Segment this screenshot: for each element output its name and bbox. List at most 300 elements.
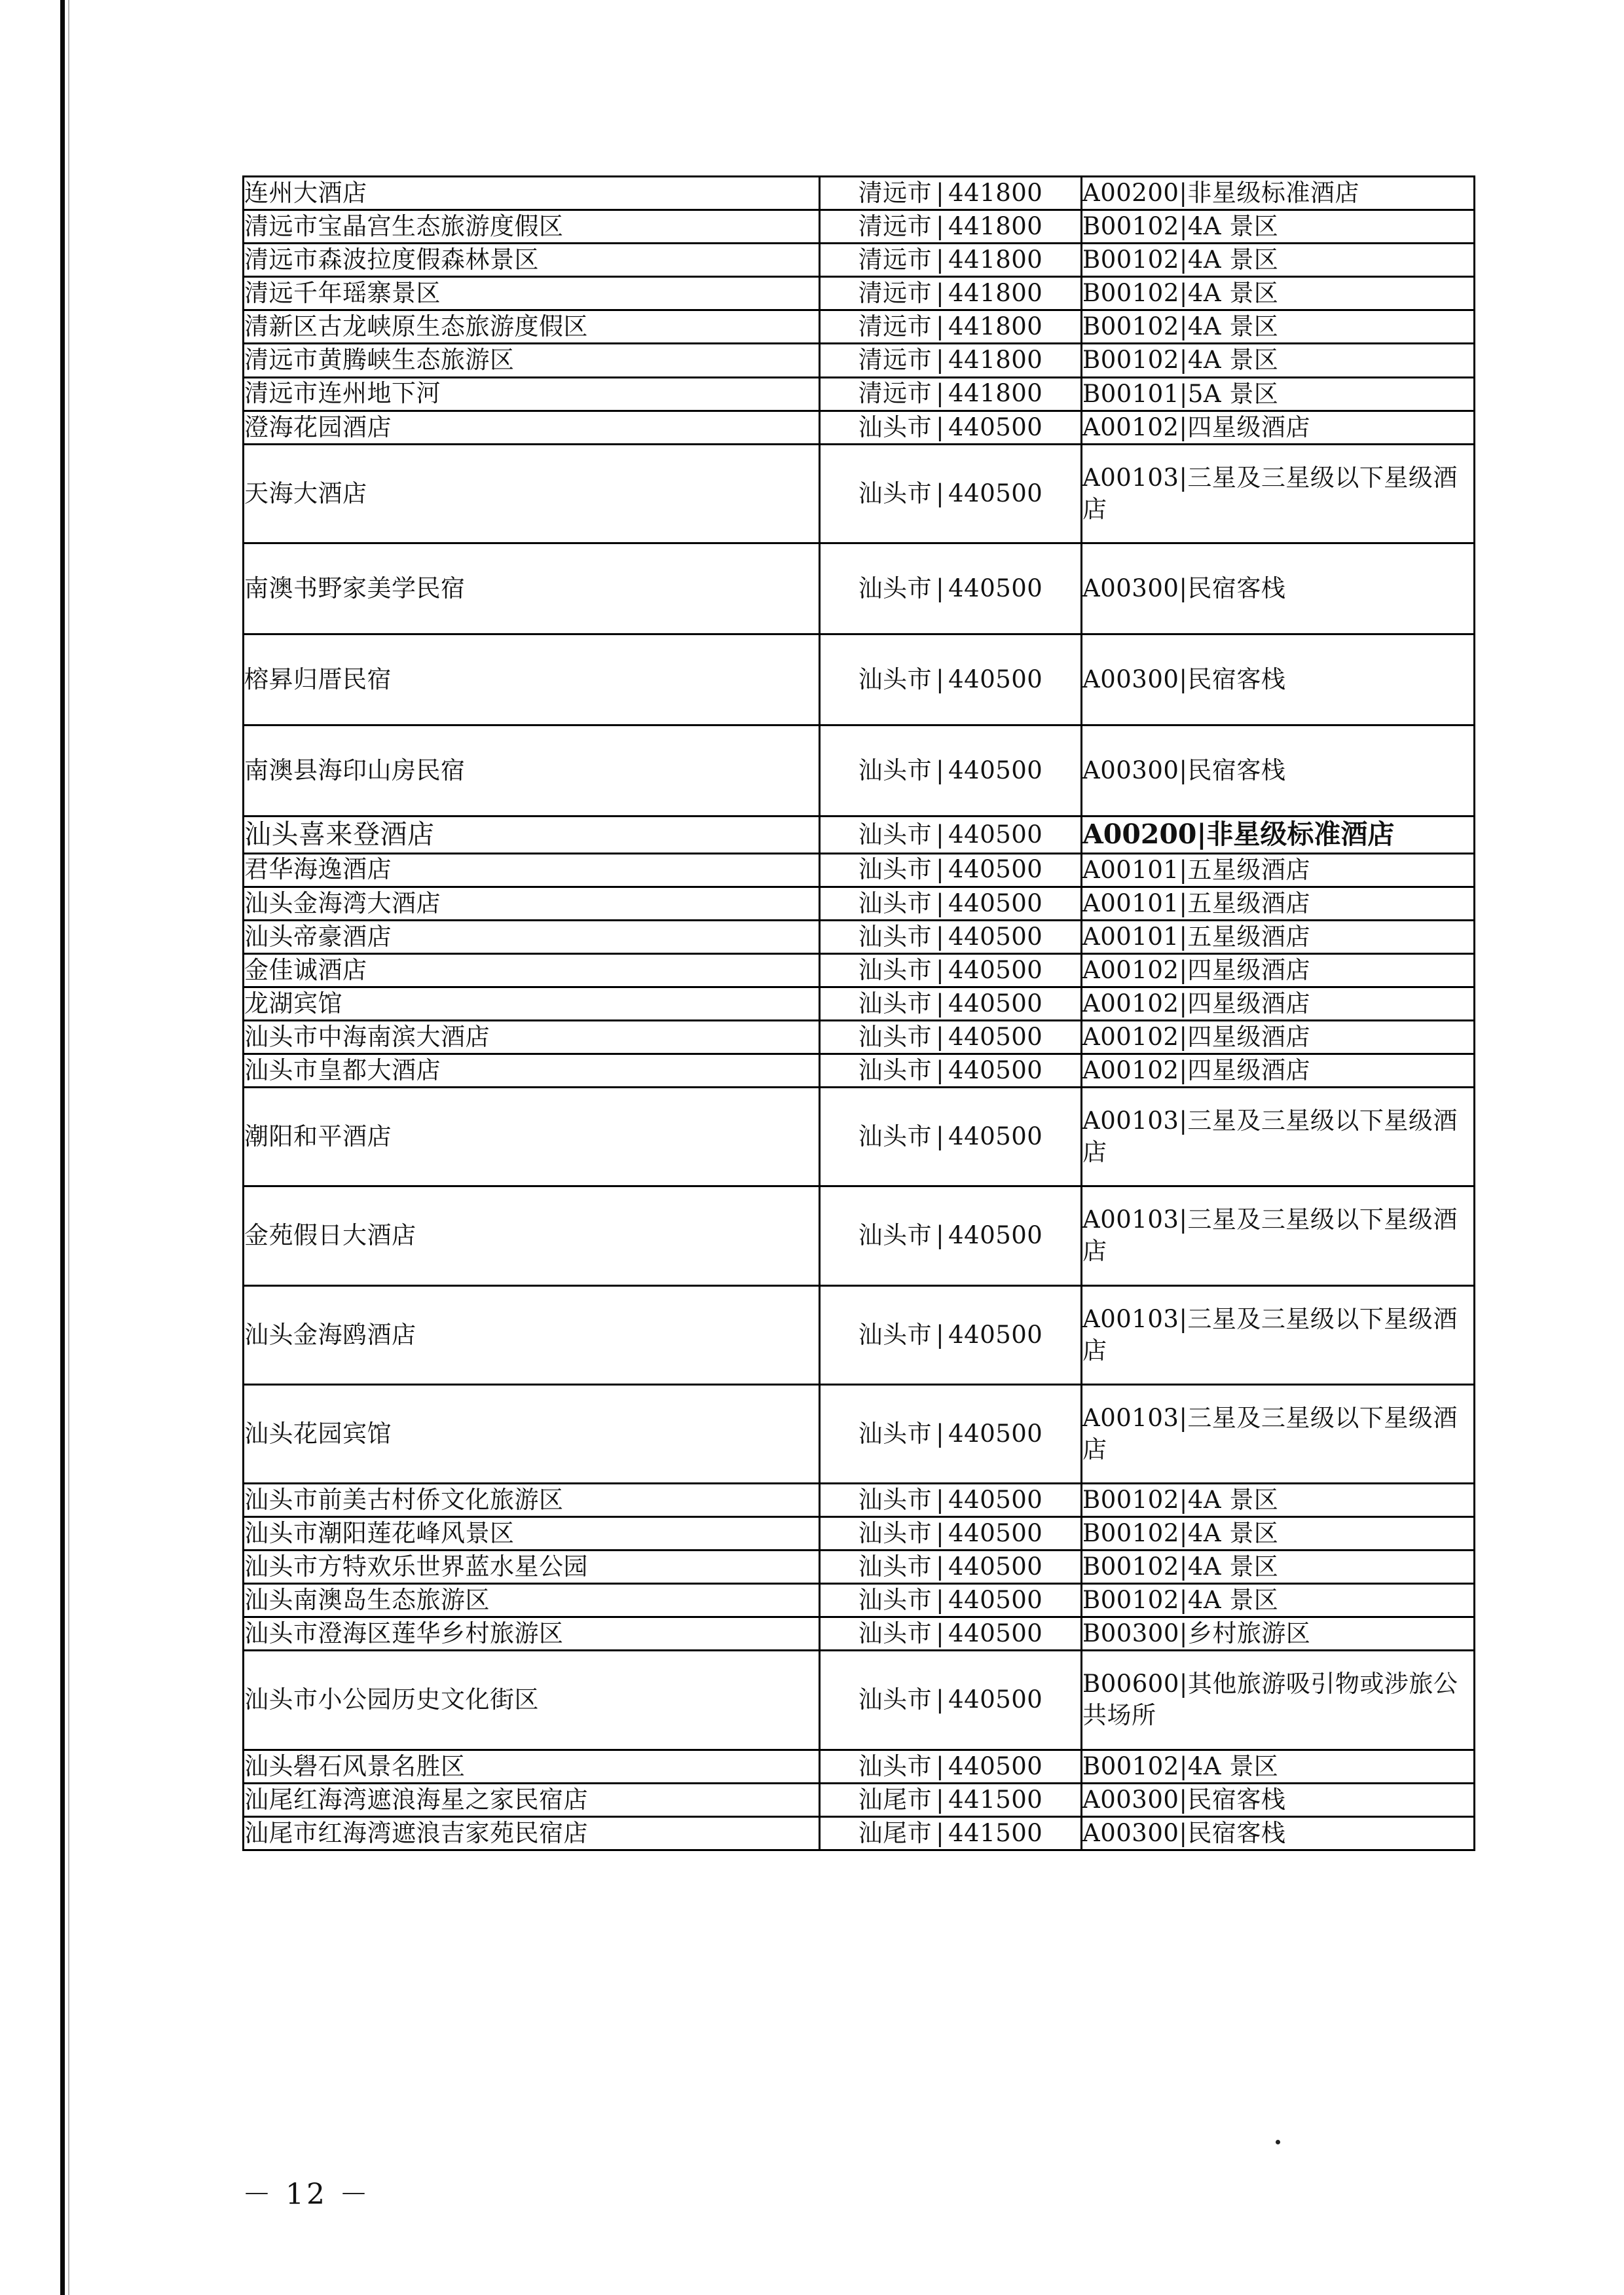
field-separator: | xyxy=(1179,1619,1188,1648)
category-code: A00103 xyxy=(1082,1304,1179,1333)
field-separator: | xyxy=(936,665,945,693)
category-label: 民宿客栈 xyxy=(1187,665,1286,694)
category-label: 4A 景区 xyxy=(1187,1752,1279,1780)
cell-entity-name: 汕头金海鸥酒店 xyxy=(244,1285,820,1384)
category-code: A00102 xyxy=(1082,1022,1179,1051)
field-separator: | xyxy=(1179,989,1188,1018)
cell-entity-name: 清远市连州地下河 xyxy=(244,377,820,411)
city-name: 汕头市 xyxy=(858,1320,932,1349)
category-label: 五星级酒店 xyxy=(1187,855,1310,884)
field-separator: | xyxy=(1179,1304,1188,1333)
cell-entity-name: 汕头南澳岛生态旅游区 xyxy=(244,1584,820,1617)
cell-city-code xyxy=(820,1816,1082,1850)
cell-city-code xyxy=(820,887,1082,920)
city-name: 汕头市 xyxy=(858,665,932,693)
table-row xyxy=(244,1551,1475,1584)
category-label: 三星及三星级以下星级酒店 xyxy=(1082,1304,1458,1365)
city-name: 清远市 xyxy=(858,246,932,274)
cell-city-code xyxy=(820,277,1082,310)
cell-entity-name: 汕头市前美古村侨文化旅游区 xyxy=(244,1483,820,1516)
listing-table xyxy=(242,175,1475,1851)
field-separator: | xyxy=(1179,1403,1188,1432)
field-separator: | xyxy=(936,820,945,849)
table-row xyxy=(244,920,1475,953)
field-separator: | xyxy=(1179,1552,1188,1581)
table-row xyxy=(244,1384,1475,1483)
category-label: 三星及三星级以下星级酒店 xyxy=(1082,1107,1458,1167)
category-label: 民宿客栈 xyxy=(1187,756,1286,785)
cell-city-code xyxy=(820,1617,1082,1651)
cell-category-code xyxy=(1082,1483,1475,1516)
city-name: 清远市 xyxy=(858,346,932,375)
category-label: 四星级酒店 xyxy=(1187,989,1310,1018)
field-separator: | xyxy=(936,1320,945,1349)
field-separator: | xyxy=(936,346,945,375)
field-separator: | xyxy=(936,178,945,207)
cell-entity-name: 清远千年瑶寨景区 xyxy=(244,277,820,310)
cell-category-code xyxy=(1082,725,1475,817)
cell-city-code xyxy=(820,543,1082,634)
category-label: 4A 景区 xyxy=(1187,1485,1279,1514)
region-code: 441800 xyxy=(948,246,1043,274)
cell-entity-name: 天海大酒店 xyxy=(244,444,820,543)
cell-city-code xyxy=(820,444,1082,543)
table-row xyxy=(244,1816,1475,1850)
listing-table-body xyxy=(244,177,1475,1850)
field-separator: | xyxy=(936,212,945,241)
cell-city-code xyxy=(820,1651,1082,1750)
region-code: 440500 xyxy=(948,1619,1043,1648)
field-separator: | xyxy=(936,1752,945,1780)
field-separator: | xyxy=(936,855,945,884)
region-code: 440500 xyxy=(948,889,1043,917)
category-label: 4A 景区 xyxy=(1187,1519,1279,1548)
cell-city-code xyxy=(820,1517,1082,1551)
category-code: A00300 xyxy=(1082,1785,1179,1814)
cell-category-code xyxy=(1082,1551,1475,1584)
city-name: 汕头市 xyxy=(858,1518,932,1547)
field-separator: | xyxy=(936,379,945,408)
category-label: 四星级酒店 xyxy=(1187,1022,1310,1051)
field-separator: | xyxy=(936,312,945,341)
cell-category-code xyxy=(1082,1186,1475,1285)
cell-category-code xyxy=(1082,444,1475,543)
city-name: 清远市 xyxy=(858,312,932,341)
category-code: B00102 xyxy=(1082,212,1179,241)
field-separator: | xyxy=(936,1221,945,1250)
cell-city-code xyxy=(820,310,1082,344)
category-label: 4A 景区 xyxy=(1187,1586,1279,1615)
table-row xyxy=(244,1651,1475,1750)
cell-category-code xyxy=(1082,987,1475,1020)
field-separator: | xyxy=(936,1818,945,1847)
cell-entity-name: 汕尾市红海湾遮浪吉家苑民宿店 xyxy=(244,1816,820,1850)
field-separator: | xyxy=(1179,279,1188,308)
category-code: B00102 xyxy=(1082,1485,1179,1514)
table-row xyxy=(244,244,1475,277)
field-separator: | xyxy=(1179,463,1188,492)
field-separator: | xyxy=(936,1419,945,1448)
region-code: 440500 xyxy=(948,1320,1043,1349)
field-separator: | xyxy=(1179,1519,1188,1548)
city-name: 清远市 xyxy=(858,212,932,241)
field-separator: | xyxy=(936,279,945,308)
region-code: 440500 xyxy=(948,1485,1043,1514)
field-separator: | xyxy=(1179,574,1188,602)
city-name: 汕头市 xyxy=(858,574,932,602)
cell-city-code xyxy=(820,1584,1082,1617)
cell-entity-name: 汕头市皇都大酒店 xyxy=(244,1054,820,1088)
cell-category-code xyxy=(1082,1750,1475,1783)
region-code: 441800 xyxy=(948,312,1043,341)
cell-category-code xyxy=(1082,1088,1475,1186)
field-separator: | xyxy=(936,922,945,951)
category-label: 民宿客栈 xyxy=(1187,574,1286,602)
category-label: 5A 景区 xyxy=(1187,379,1279,408)
cell-category-code xyxy=(1082,377,1475,411)
category-code: A00103 xyxy=(1082,1403,1179,1432)
cell-category-code xyxy=(1082,1783,1475,1816)
category-label: 4A 景区 xyxy=(1187,212,1279,241)
region-code: 440500 xyxy=(948,1022,1043,1051)
cell-city-code xyxy=(820,377,1082,411)
region-code: 440500 xyxy=(948,922,1043,951)
field-separator: | xyxy=(1179,1785,1188,1814)
region-code: 440500 xyxy=(948,1122,1043,1151)
field-separator: | xyxy=(936,1785,945,1814)
field-separator: | xyxy=(936,1619,945,1648)
category-code: B00102 xyxy=(1082,246,1179,274)
table-row xyxy=(244,310,1475,344)
cell-entity-name: 清新区古龙峡原生态旅游度假区 xyxy=(244,310,820,344)
cell-category-code xyxy=(1082,1517,1475,1551)
cell-city-code xyxy=(820,344,1082,377)
cell-city-code xyxy=(820,1020,1082,1054)
field-separator: | xyxy=(1179,1205,1188,1234)
table-row xyxy=(244,953,1475,987)
cell-category-code xyxy=(1082,1285,1475,1384)
city-name: 汕头市 xyxy=(858,1056,932,1084)
cell-category-code xyxy=(1082,344,1475,377)
cell-entity-name: 南澳县海印山房民宿 xyxy=(244,725,820,817)
field-separator: | xyxy=(1179,212,1188,241)
field-separator: | xyxy=(1179,1107,1188,1135)
cell-category-code xyxy=(1082,920,1475,953)
city-name: 汕头市 xyxy=(858,955,932,984)
field-separator: | xyxy=(936,246,945,274)
city-name: 汕头市 xyxy=(858,1619,932,1648)
cell-category-code xyxy=(1082,817,1475,853)
field-separator: | xyxy=(1179,955,1188,984)
field-separator: | xyxy=(1179,756,1188,785)
category-code: B00102 xyxy=(1082,312,1179,341)
category-code: A00103 xyxy=(1082,1205,1179,1234)
cell-entity-name: 君华海逸酒店 xyxy=(244,853,820,887)
cell-category-code xyxy=(1082,1617,1475,1651)
field-separator: | xyxy=(936,1552,945,1581)
field-separator: | xyxy=(936,889,945,917)
field-separator: | xyxy=(1179,1022,1188,1051)
field-separator: | xyxy=(1179,922,1188,951)
field-separator: | xyxy=(936,1122,945,1151)
cell-category-code xyxy=(1082,310,1475,344)
region-code: 440500 xyxy=(948,1419,1043,1448)
cell-entity-name: 汕头市潮阳莲花峰风景区 xyxy=(244,1517,820,1551)
field-separator: | xyxy=(1179,379,1188,408)
category-code: B00102 xyxy=(1082,1552,1179,1581)
region-code: 440500 xyxy=(948,479,1043,507)
table-row xyxy=(244,1483,1475,1516)
city-name: 汕头市 xyxy=(858,855,932,884)
category-label: 五星级酒店 xyxy=(1187,922,1310,951)
category-label: 民宿客栈 xyxy=(1187,1818,1286,1847)
cell-city-code xyxy=(820,244,1082,277)
field-separator: | xyxy=(1179,179,1188,207)
city-name: 汕头市 xyxy=(858,1419,932,1448)
field-separator: | xyxy=(936,955,945,984)
cell-category-code xyxy=(1082,411,1475,444)
cell-city-code xyxy=(820,1483,1082,1516)
cell-city-code xyxy=(820,953,1082,987)
region-code: 440500 xyxy=(948,1752,1043,1780)
category-label: 4A 景区 xyxy=(1187,312,1279,341)
region-code: 440500 xyxy=(948,1518,1043,1547)
cell-entity-name: 汕头帝豪酒店 xyxy=(244,920,820,953)
table-row xyxy=(244,853,1475,887)
cell-entity-name: 清远市黄腾峡生态旅游区 xyxy=(244,344,820,377)
cell-entity-name: 汕头市中海南滨大酒店 xyxy=(244,1020,820,1054)
city-name: 汕头市 xyxy=(858,1221,932,1250)
city-name: 汕头市 xyxy=(858,922,932,951)
region-code: 440500 xyxy=(948,756,1043,785)
field-separator: | xyxy=(1179,855,1188,884)
category-code: B00102 xyxy=(1082,1586,1179,1615)
field-separator: | xyxy=(936,1022,945,1051)
region-code: 440500 xyxy=(948,820,1043,849)
category-label: 其他旅游吸引物或涉旅公共场所 xyxy=(1082,1670,1458,1730)
cell-entity-name: 澄海花园酒店 xyxy=(244,411,820,444)
cell-city-code xyxy=(820,725,1082,817)
cell-category-code xyxy=(1082,1584,1475,1617)
city-name: 汕头市 xyxy=(858,1122,932,1151)
field-separator: | xyxy=(1179,246,1188,274)
cell-entity-name: 榕昪归厝民宿 xyxy=(244,634,820,725)
category-code: A00102 xyxy=(1082,1056,1179,1085)
field-separator: | xyxy=(936,756,945,785)
cell-category-code xyxy=(1082,244,1475,277)
cell-category-code xyxy=(1082,277,1475,310)
table-row xyxy=(244,411,1475,444)
category-label: 4A 景区 xyxy=(1187,1552,1279,1581)
field-separator: | xyxy=(1179,1752,1188,1780)
cell-city-code xyxy=(820,1783,1082,1816)
region-code: 440500 xyxy=(948,413,1043,441)
city-name: 汕头市 xyxy=(858,1552,932,1581)
cell-category-code xyxy=(1082,887,1475,920)
region-code: 441800 xyxy=(948,346,1043,375)
cell-city-code xyxy=(820,1750,1082,1783)
cell-category-code xyxy=(1082,1816,1475,1850)
city-name: 汕头市 xyxy=(858,889,932,917)
category-code: A00200 xyxy=(1082,818,1197,851)
category-label: 四星级酒店 xyxy=(1187,955,1310,984)
cell-category-code xyxy=(1082,177,1475,210)
cell-city-code xyxy=(820,1384,1082,1483)
page-number: － 12 － xyxy=(242,2178,371,2211)
category-label: 三星及三星级以下星级酒店 xyxy=(1082,463,1458,523)
cell-city-code xyxy=(820,987,1082,1020)
region-code: 440500 xyxy=(948,1056,1043,1084)
table-row xyxy=(244,543,1475,634)
region-code: 441800 xyxy=(948,279,1043,308)
field-separator: | xyxy=(1179,1818,1188,1847)
table-row xyxy=(244,987,1475,1020)
field-separator: | xyxy=(1179,665,1188,694)
table-row xyxy=(244,1617,1475,1651)
cell-entity-name: 南澳书野家美学民宿 xyxy=(244,543,820,634)
city-name: 汕头市 xyxy=(858,1586,932,1615)
field-separator: | xyxy=(936,413,945,441)
table-row xyxy=(244,1020,1475,1054)
field-separator: | xyxy=(1179,1670,1188,1698)
cell-category-code xyxy=(1082,853,1475,887)
cell-entity-name: 汕头市方特欢乐世界蓝水星公园 xyxy=(244,1551,820,1584)
city-name: 清远市 xyxy=(858,279,932,308)
category-code: B00300 xyxy=(1082,1619,1179,1648)
cell-entity-name: 清远市森波拉度假森林景区 xyxy=(244,244,820,277)
region-code: 440500 xyxy=(948,855,1043,884)
table-row xyxy=(244,177,1475,210)
region-code: 441800 xyxy=(948,212,1043,241)
field-separator: | xyxy=(1196,818,1207,851)
field-separator: | xyxy=(936,479,945,507)
field-separator: | xyxy=(936,1586,945,1615)
city-name: 汕头市 xyxy=(858,1022,932,1051)
cell-city-code xyxy=(820,920,1082,953)
city-name: 汕尾市 xyxy=(858,1818,932,1847)
cell-city-code xyxy=(820,853,1082,887)
city-name: 汕头市 xyxy=(858,756,932,785)
field-separator: | xyxy=(936,1518,945,1547)
category-label: 三星及三星级以下星级酒店 xyxy=(1082,1205,1458,1266)
table-row xyxy=(244,277,1475,310)
category-label: 非星级标准酒店 xyxy=(1206,818,1395,851)
category-code: A00101 xyxy=(1082,855,1179,884)
cell-city-code xyxy=(820,817,1082,853)
cell-entity-name: 汕尾红海湾遮浪海星之家民宿店 xyxy=(244,1783,820,1816)
field-separator: | xyxy=(936,574,945,602)
category-label: 4A 景区 xyxy=(1187,346,1279,375)
table-row xyxy=(244,1783,1475,1816)
cell-category-code xyxy=(1082,543,1475,634)
city-name: 汕头市 xyxy=(858,413,932,441)
category-label: 三星及三星级以下星级酒店 xyxy=(1082,1403,1458,1463)
cell-entity-name: 金苑假日大酒店 xyxy=(244,1186,820,1285)
city-name: 汕头市 xyxy=(858,989,932,1018)
table-row xyxy=(244,1750,1475,1783)
region-code: 440500 xyxy=(948,989,1043,1018)
city-name: 清远市 xyxy=(858,178,932,207)
category-label: 四星级酒店 xyxy=(1187,1056,1310,1085)
city-name: 汕头市 xyxy=(858,1485,932,1514)
category-code: A00200 xyxy=(1082,179,1179,207)
cell-category-code xyxy=(1082,1054,1475,1088)
table-row xyxy=(244,634,1475,725)
cell-entity-name: 汕头市小公园历史文化街区 xyxy=(244,1651,820,1750)
table-row xyxy=(244,1517,1475,1551)
category-code: A00102 xyxy=(1082,955,1179,984)
cell-city-code xyxy=(820,1088,1082,1186)
field-separator: | xyxy=(1179,1586,1188,1615)
table-row xyxy=(244,344,1475,377)
city-name: 汕头市 xyxy=(858,479,932,507)
category-code: B00101 xyxy=(1082,379,1179,408)
cell-category-code xyxy=(1082,1020,1475,1054)
cell-city-code xyxy=(820,1551,1082,1584)
field-separator: | xyxy=(936,1056,945,1084)
category-label: 4A 景区 xyxy=(1187,246,1279,274)
city-name: 清远市 xyxy=(858,379,932,408)
region-code: 440500 xyxy=(948,1586,1043,1615)
region-code: 440500 xyxy=(948,1221,1043,1250)
cell-city-code xyxy=(820,1186,1082,1285)
table-row xyxy=(244,725,1475,817)
cell-category-code xyxy=(1082,1384,1475,1483)
region-code: 440500 xyxy=(948,574,1043,602)
table-row xyxy=(244,210,1475,244)
category-label: 五星级酒店 xyxy=(1187,889,1310,917)
category-code: B00102 xyxy=(1082,346,1179,375)
category-label: 民宿客栈 xyxy=(1187,1785,1286,1814)
region-code: 440500 xyxy=(948,1552,1043,1581)
region-code: 441800 xyxy=(948,178,1043,207)
category-code: B00600 xyxy=(1082,1670,1179,1698)
cell-entity-name: 龙湖宾馆 xyxy=(244,987,820,1020)
table-row xyxy=(244,444,1475,543)
region-code: 440500 xyxy=(948,955,1043,984)
table-row xyxy=(244,1088,1475,1186)
city-name: 汕头市 xyxy=(858,820,932,849)
category-label: 非星级标准酒店 xyxy=(1187,179,1359,207)
cell-entity-name: 清远市宝晶宫生态旅游度假区 xyxy=(244,210,820,244)
category-label: 四星级酒店 xyxy=(1187,413,1310,441)
cell-entity-name: 汕头喜来登酒店 xyxy=(244,817,820,853)
cell-entity-name: 汕头市澄海区莲华乡村旅游区 xyxy=(244,1617,820,1651)
cell-city-code xyxy=(820,1285,1082,1384)
field-separator: | xyxy=(1179,312,1188,341)
category-code: B00102 xyxy=(1082,1519,1179,1548)
cell-category-code xyxy=(1082,210,1475,244)
table-row xyxy=(244,1186,1475,1285)
table-row xyxy=(244,1285,1475,1384)
cell-category-code xyxy=(1082,953,1475,987)
category-code: A00101 xyxy=(1082,889,1179,917)
cell-city-code xyxy=(820,177,1082,210)
cell-city-code xyxy=(820,634,1082,725)
category-label: 4A 景区 xyxy=(1187,279,1279,308)
cell-entity-name: 汕头花园宾馆 xyxy=(244,1384,820,1483)
cell-entity-name: 金佳诚酒店 xyxy=(244,953,820,987)
table-row xyxy=(244,817,1475,853)
category-code: B00102 xyxy=(1082,279,1179,308)
table-row xyxy=(244,1054,1475,1088)
table-row xyxy=(244,377,1475,411)
field-separator: | xyxy=(1179,413,1188,441)
scan-speck xyxy=(1276,2140,1280,2144)
cell-city-code xyxy=(820,411,1082,444)
table-row xyxy=(244,1584,1475,1617)
table-row xyxy=(244,887,1475,920)
